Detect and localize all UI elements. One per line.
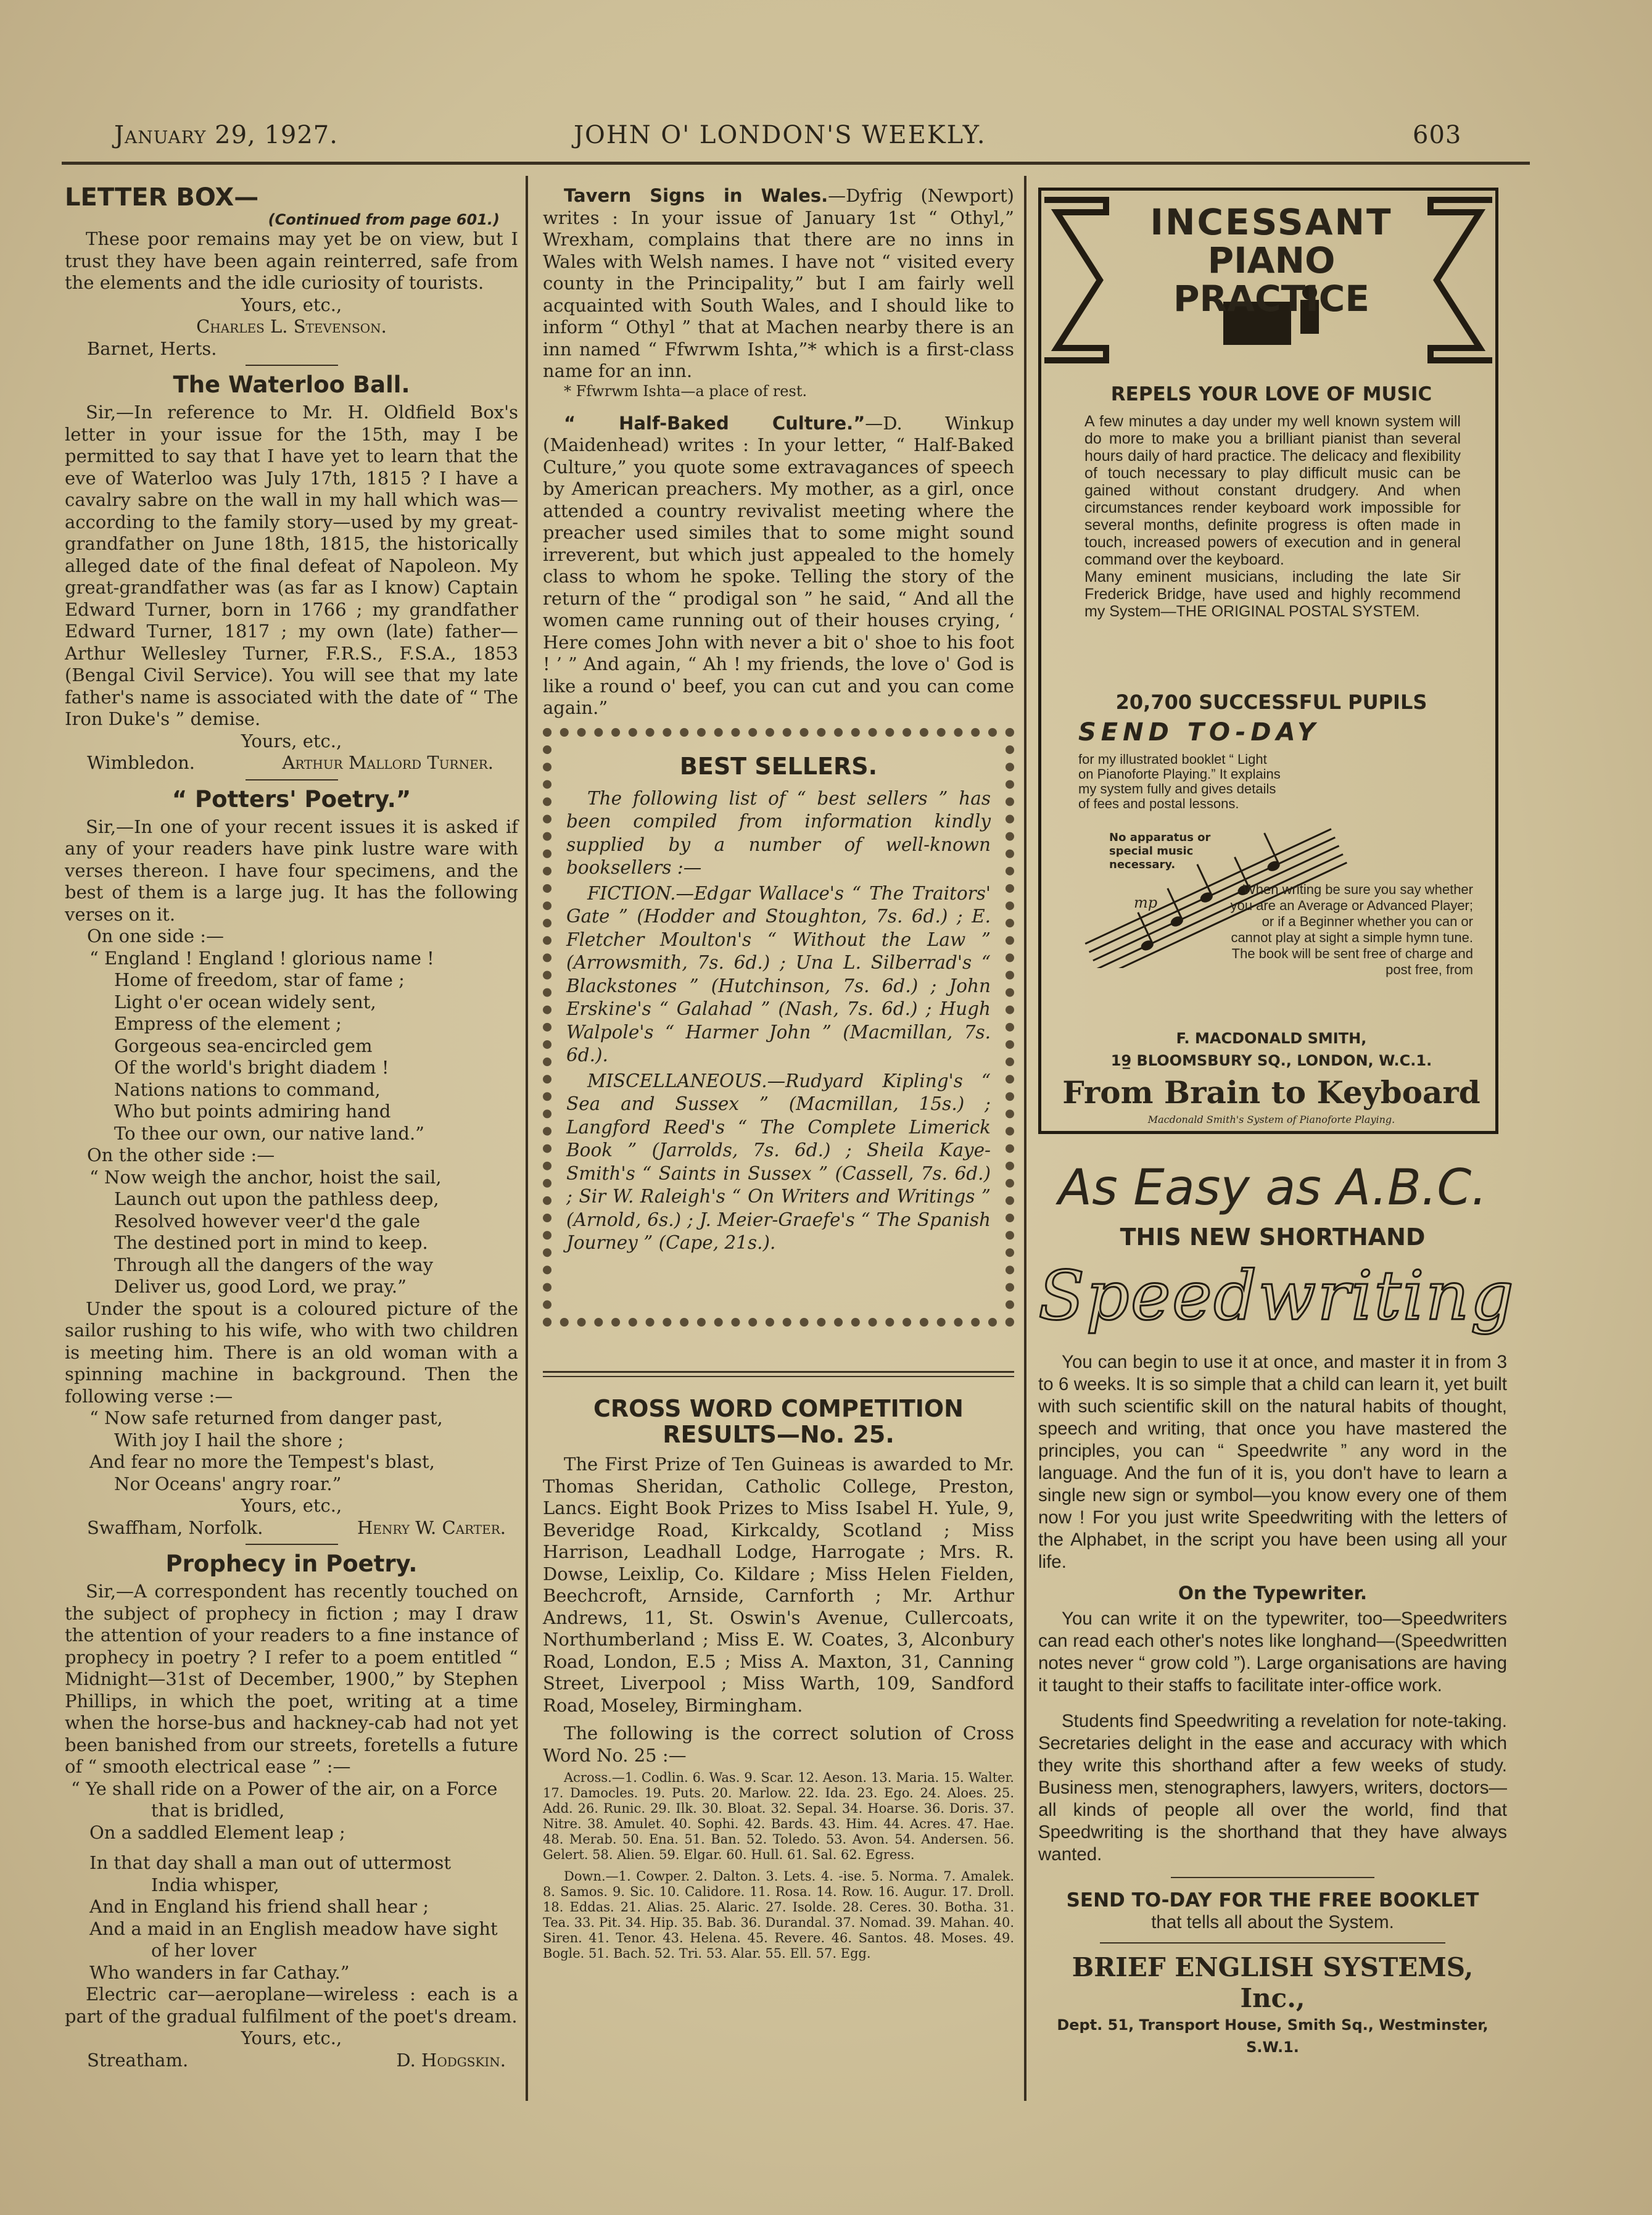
divider <box>246 1544 338 1545</box>
spout-text: Under the spout is a coloured picture of the sailor rushing to his wife, who with two children is meeting him. There is an old woman with a spinning machine in background. Then the following verse :— <box>65 1298 518 1407</box>
poem-line: Nor Oceans' angry roar.” <box>114 1473 342 1494</box>
poem-line: And in England his friend shall hear ; <box>89 1896 429 1917</box>
potters-yours: Yours, etc., <box>241 1495 342 1516</box>
poem-anchor <box>65 1167 518 1298</box>
divider <box>246 779 338 780</box>
booklet-offer: for my illustrated booklet “ Light on Pianoforte Playing.” It explains my system fully and gives details of fees and postal lessons. <box>1078 751 1281 811</box>
best-sellers-fiction: FICTION.—Edgar Wallace's “ The Traitors' Gate ” (Hodder and Stoughton, 7s. 6d.) ; E. Fletcher Moulton's “ Without the Law ” (Arrowsmith, 7s. 6d.) ; Una L. Silberrad's “ Blackstones ” (Hutchinson, 7s. 6d.) ; John Erskine's “ Galahad ” (Nash, 7s. 6d.) ; Hugh Walpole's “ Harmer John ” (Macmillan, 7s. 6d.). <box>566 882 991 1066</box>
waterloo-signoff <box>65 752 518 774</box>
poem-line: Nations nations to command, <box>114 1079 381 1100</box>
potters-letter: Sir,—In one of your recent issues it is asked if any of your readers have pink lustre ware with verses thereon. I have four specimens, and the best of them is a large jug. It has the following verses on it. <box>65 816 518 925</box>
piano-body-text: A few minutes a day under my well known system will do more to make you a brilliant pianist than several hours daily of hard practice. The delicacy and flexibility of touch necessary to play difficult music can be gained without constant drudgery. And when circumstances render keyboard work impossible for several months, definite progress is often made in touch, increased powers of execution and in general command over the keyboard. <box>1084 413 1461 568</box>
poem-line: Through all the dangers of the way <box>114 1254 434 1275</box>
divider <box>246 365 338 366</box>
halfbaked-heading: “ Half-Baked Culture.” <box>564 412 865 434</box>
headline-line: PIANO <box>1207 239 1336 281</box>
issue-date: January 29, 1927. <box>114 121 338 149</box>
halfbaked-text: —D. Winkup (Maidenhead) writes : In your letter, “ Half-Baked Culture,” you quote some extravagances of speech by American preachers. My mother, as a girl, once attended a country revivalist meeting where the preacher used similes that to some might sound irreverent, but which just appealed to the homely class to whom he spoke. Telling the story of the return of the “ prodigal son ” he said, “ And all the women came running out of their houses crying, ‘ Here comes John with never a bit o' shoe to his foot ! ’ ” And again, “ Ah ! my friends, the love o' God is like a round o' beef, you can cut and you can come again.” <box>543 412 1014 718</box>
pupils-count: 20,700 SUCCESSFUL PUPILS <box>1115 690 1427 714</box>
poem-safe-returned <box>65 1407 518 1495</box>
best-sellers-misc: MISCELLANEOUS.—Rudyard Kipling's “ Sea and Sussex ” (Macmillan, 15s.) ; Langford Reed's “ The Complete Limerick Book ” (Jarrolds, 7s. 6d.) ; Sheila Kaye-Smith's “ Saints in Sussex ” (Cassell, 7s. 6d.) ; Sir W. Raleigh's “ On Writers and Writings ” (Arnold, 6s.) ; J. Meier-Graefe's “ The Spanish Journey ” (Cape, 21s.). <box>566 1070 991 1253</box>
company-address: Dept. 51, Transport House, Smith Sq., Westminster, S.W.1. <box>1057 2016 1489 2056</box>
piano-headline <box>1041 203 1501 318</box>
waterloo-heading: The Waterloo Ball. <box>173 371 410 398</box>
prophecy-letter: Sir,—A correspondent has recently touched on the subject of prophecy in fiction ; may I draw the attention of your readers to a fine instance of prophecy in poetry ? I refer to a poem entitled “ Midnight—31st of December, 1900,” by Stephen Phillips, in which the poet, writing at a time when the horse-bus and hackney-cab had not yet been banished from our streets, foretells a future of “ smooth electrical ease ” :— <box>65 1581 518 1777</box>
section-rule <box>543 1371 1014 1373</box>
crossword-winners: The First Prize of Ten Guineas is awarded to Mr. Thomas Sheridan, Catholic College, Preston, Lancs. Eight Book Prizes to Miss Isabel H. Yule, 9, Beveridge Road, Kirkcaldy, Scotland ; Miss Harrison, Leadhall Lodge, Harrogate ; Mrs. R. Dowse, Leixlip, Co. Kildare ; Miss Helen Fielden, Beechcroft, Arnside, Carnforth ; Mr. Arthur Andrews, 11, St. Oswin's Avenue, Cullercoats, Northumberland ; Miss E. W. Coates, 3, Alconbury Road, London, E.5 ; Miss A. Maxton, 31, Canning Street, Liverpool ; Miss Warth, 109, Sandford Road, Moseley, Birmingham. <box>543 1454 1014 1716</box>
one-side-label: On one side :— <box>87 925 225 946</box>
headline-line: PRACTICE <box>1173 278 1369 320</box>
poem-line: “ England ! England ! glorious name ! <box>89 947 434 969</box>
potters-signature: Henry W. Carter. <box>357 1517 506 1538</box>
prophecy-heading: Prophecy in Poetry. <box>165 1550 418 1577</box>
speedwriting-logo: Speedwriting <box>1038 1256 1515 1335</box>
company-name: BRIEF ENGLISH SYSTEMS, Inc., <box>1072 1952 1474 2013</box>
poem-line: Empress of the element ; <box>114 1013 342 1034</box>
waterloo-letter: Sir,—In reference to Mr. H. Oldfield Box's letter in your issue for the 15th, may I be permitted to say that I have yet to learn that the eve of Waterloo was July 17th, 1815 ? I have a cavalry sabre on the wall in my hall which was—according to the family story—used by my great-grandfather on June 18th, 1815, the historically alleged date of the final defeat of Napoleon. My great-grandfather was (as far as I know) Captain Edward Turner, born in 1766 ; my grandfather Edward Turner, 1817 ; my own (late) father—Arthur Wellesley Turner, F.R.S., F.S.A., 1853 (Bengal Civil Service). You will see that my late father's name is associated with the date of “ The Iron Duke's ” demise. <box>65 402 518 729</box>
poem-line: Resolved however veer'd the gale <box>114 1210 421 1232</box>
poem-line: Of the world's bright diadem ! <box>114 1057 389 1078</box>
intro-yours: Yours, etc., <box>241 294 342 315</box>
poem-line: Who but points admiring hand <box>114 1101 391 1122</box>
headline-line: INCESSANT <box>1150 201 1393 243</box>
prophecy-close: Electric car—aeroplane—wireless : each is a part of the gradual fulfilment of the poet's dream. <box>65 1984 518 2027</box>
poem-line: And fear no more the Tempest's blast, <box>89 1451 435 1472</box>
poem-line: On a saddled Element leap ; <box>89 1821 345 1843</box>
poem-prophecy <box>65 1778 518 1984</box>
poem-line: “ Ye shall ride on a Power of the air, on a Force <box>71 1778 498 1799</box>
poem-line: Deliver us, good Lord, we pray.” <box>114 1276 407 1297</box>
intro-signature: Charles L. Stevenson. <box>196 316 387 337</box>
poem-line: And a maid in an English meadow have sight <box>89 1918 498 1939</box>
poem-line: Home of freedom, star of fame ; <box>114 969 405 990</box>
free-booklet-cta: SEND TO-DAY FOR THE FREE BOOKLET <box>1066 1889 1479 1911</box>
send-today: SEND TO-DAY <box>1078 718 1320 747</box>
piano-advertisement <box>1038 188 1498 1134</box>
speedwriting-intro: You can begin to use it at once, and master it in from 3 to 6 weeks. It is so simple that a child can learn it, yet built with such scientific skill on the natural habits of thought, speech and writing, that once you have mastered the principles, you can “ Speedwrite ” any word in the language. And the fun of it is, you don't have to learn a single new sign or symbol—you know every one of them now ! For you just write Speedwriting with the letters of the Alphabet, in the script you have been using all your life. <box>1038 1352 1507 1572</box>
letters-column <box>65 184 518 2071</box>
crossword-subheading: RESULTS—No. 25. <box>663 1421 894 1448</box>
crossword-heading: CROSS WORD COMPETITION <box>593 1395 964 1422</box>
intro-place: Barnet, Herts. <box>87 337 217 359</box>
divider <box>1171 1877 1374 1878</box>
prophecy-place: Streatham. <box>87 2049 189 2071</box>
tavern-text: —Dyfrig (Newport) writes : In your issue of January 1st “ Othyl,” Wrexham, complains that there are no inns in Wales with Welsh names. I have not “ visited every county in the Principality,” but I am fairly well acquainted with South Wales, and I should like to inform “ Othyl ” that at Machen nearby there is an inn named “ Ffwrwm Ishta,”* which is a first-class name for an inn. <box>543 185 1014 381</box>
advertiser-address: 19̲ BLOOMSBURY SQ., LONDON, W.C.1. <box>1110 1052 1432 1069</box>
poem-line: To thee our own, our native land.” <box>114 1122 424 1144</box>
prophecy-yours: Yours, etc., <box>241 2027 342 2048</box>
poem-england <box>65 948 518 1145</box>
section-rule <box>543 1376 1014 1377</box>
advertiser-name: F. MACDONALD SMITH, <box>1176 1030 1367 1047</box>
waterloo-signature: Arthur Mallord Turner. <box>282 752 494 773</box>
abc-subheading: THIS NEW SHORTHAND <box>1120 1223 1426 1251</box>
best-sellers-heading: BEST SELLERS. <box>679 753 878 780</box>
poem-line: “ Now safe returned from danger past, <box>89 1407 443 1428</box>
best-sellers-intro: The following list of “ best sellers ” has been compiled from information kindly supplied by a number of well-known booksellers :— <box>566 787 991 878</box>
poem-line: Who wanders in far Cathay.” <box>89 1961 350 1983</box>
poem-line: Gorgeous sea-encircled gem <box>114 1035 373 1056</box>
typewriter-text: You can write it on the typewriter, too—Speedwriters can read each other's notes like longhand—(Speedwritten notes never “ grow cold ”). Large organisations are having it taught to their staffs to facilitate inter-office work. <box>1038 1608 1507 1695</box>
tavern-footnote: * Ffwrwm Ishta—a place of rest. <box>564 382 807 400</box>
poem-gap <box>71 1844 518 1852</box>
free-booklet-sub: that tells all about the System. <box>1151 1912 1394 1932</box>
crossword-solution-intro: The following is the correct solution of Cross Word No. 25 :— <box>543 1723 1014 1766</box>
poem-line: With joy I hail the shore ; <box>114 1429 344 1451</box>
poem-line: Light o'er ocean widely sent, <box>114 991 376 1012</box>
other-side-label: On the other side :— <box>87 1145 275 1165</box>
header-rule <box>62 162 1530 165</box>
potters-heading: “ Potters' Poetry.” <box>171 785 411 813</box>
best-sellers-box <box>543 728 1014 1327</box>
poem-line: that is bridled, <box>151 1800 285 1821</box>
notes-column <box>543 185 1014 719</box>
poem-line: The destined port in mind to keep. <box>114 1232 428 1253</box>
tavern-heading: Tavern Signs in Wales. <box>564 185 828 206</box>
section-title: LETTER BOX— <box>65 183 259 212</box>
potters-signoff <box>65 1517 518 1539</box>
piano-tagline: Macdonald Smith's System of Pianoforte Playing. <box>1147 1114 1395 1125</box>
page-number: 603 <box>1413 121 1462 149</box>
speedwriting-advertisement <box>1038 1159 1515 2058</box>
poem-line: In that day shall a man out of uttermost <box>89 1852 452 1873</box>
poem-line: “ Now weigh the anchor, hoist the sail, <box>89 1166 442 1188</box>
no-apparatus-note: No apparatus or special music necessary. <box>1109 831 1211 871</box>
column-divider-1 <box>526 176 528 2101</box>
waterloo-yours: Yours, etc., <box>241 730 342 751</box>
potters-place: Swaffham, Norfolk. <box>87 1517 263 1538</box>
writing-instructions: When writing be sure you say whether you are an Average or Advanced Player; or if a Beginner whether you can or cannot play at sight a simple hymn tune. The book will be sent free of charge and post free, from <box>1230 882 1473 977</box>
piano-subhead: REPELS YOUR LOVE OF MUSIC <box>1110 383 1432 405</box>
piano-slogan: From Brain to Keyboard <box>1062 1074 1481 1111</box>
students-text: Students find Speedwriting a revelation for note-taking. Secretaries delight in the ease and accuracy with which they write this shorthand after a few weeks of study. Business men, stenographers, lawyers, writers, doctors—all kinds of people all over the world, find that Speedwriting is the shorthand that they have always wanted. <box>1038 1711 1507 1865</box>
prophecy-signoff <box>65 2050 518 2072</box>
poem-line: of her lover <box>151 1940 257 1961</box>
music-dynamic-mark: mp <box>1134 894 1158 911</box>
piano-body-text-2: Many eminent musicians, including the late Sir Frederick Bridge, have used and highly recommend my System—THE ORIGINAL POSTAL SYSTEM. <box>1084 568 1461 620</box>
continued-note: (Continued from page 601.) <box>268 211 500 228</box>
poem-line: Launch out upon the pathless deep, <box>114 1188 439 1209</box>
abc-headline: As Easy as A.B.C. <box>1058 1159 1487 1216</box>
column-divider-2 <box>1024 176 1026 2101</box>
intro-letter: These poor remains may yet be on view, but I trust they have been again reinterred, safe from the elements and the idle curiosity of tourists. <box>65 228 518 293</box>
prophecy-signature: D. Hodgskin. <box>396 2049 506 2071</box>
crossword-down: Down.—1. Cowper. 2. Dalton. 3. Lets. 4. -ise. 5. Norma. 7. Amalek. 8. Samos. 9. Sic. 10. Calidore. 11. Rosa. 14. Row. 16. Augur. 17. Droll. 18. Eddas. 21. Alias. 25. Alaric. 27. Isolde. 28. Ceres. 30. Botha. 31. Tea. 33. Pit. 34. Hip. 35. Bab. 36. Durandal. 37. Nomad. 39. Mahan. 40. Siren. 41. Tenor. 43. Helena. 45. Revere. 46. Santos. 48. Moses. 49. Bogle. 51. Bach. 52. Tri. 53. Alar. 55. Ell. 57. Egg. <box>543 1869 1014 1961</box>
publication-title: JOHN O' LONDON'S WEEKLY. <box>574 121 986 149</box>
crossword-results <box>543 1396 1014 1961</box>
poem-line: India whisper, <box>151 1874 279 1895</box>
divider <box>1100 1942 1445 1944</box>
crossword-across: Across.—1. Codlin. 6. Was. 9. Scar. 12. Aeson. 13. Maria. 15. Walter. 17. Damocles. 19. Puts. 20. Marlow. 22. Ida. 23. Ego. 24. Aloes. 25. Add. 26. Runic. 29. Ilk. 30. Bloat. 32. Sepal. 34. Hoarse. 36. Doris. 37. Nitre. 38. Amulet. 40. Sophi. 42. Bards. 43. Him. 44. Acres. 47. Hae. 48. Merab. 50. Ena. 51. Ban. 52. Toledo. 53. Avon. 54. Andersen. 56. Gelert. 58. Alien. 59. Elgar. 60. Hull. 61. Sal. 62. Egress. <box>543 1770 1014 1862</box>
piano-ad-body <box>1084 413 1461 620</box>
typewriter-heading: On the Typewriter. <box>1178 1583 1368 1604</box>
waterloo-place: Wimbledon. <box>87 752 195 773</box>
